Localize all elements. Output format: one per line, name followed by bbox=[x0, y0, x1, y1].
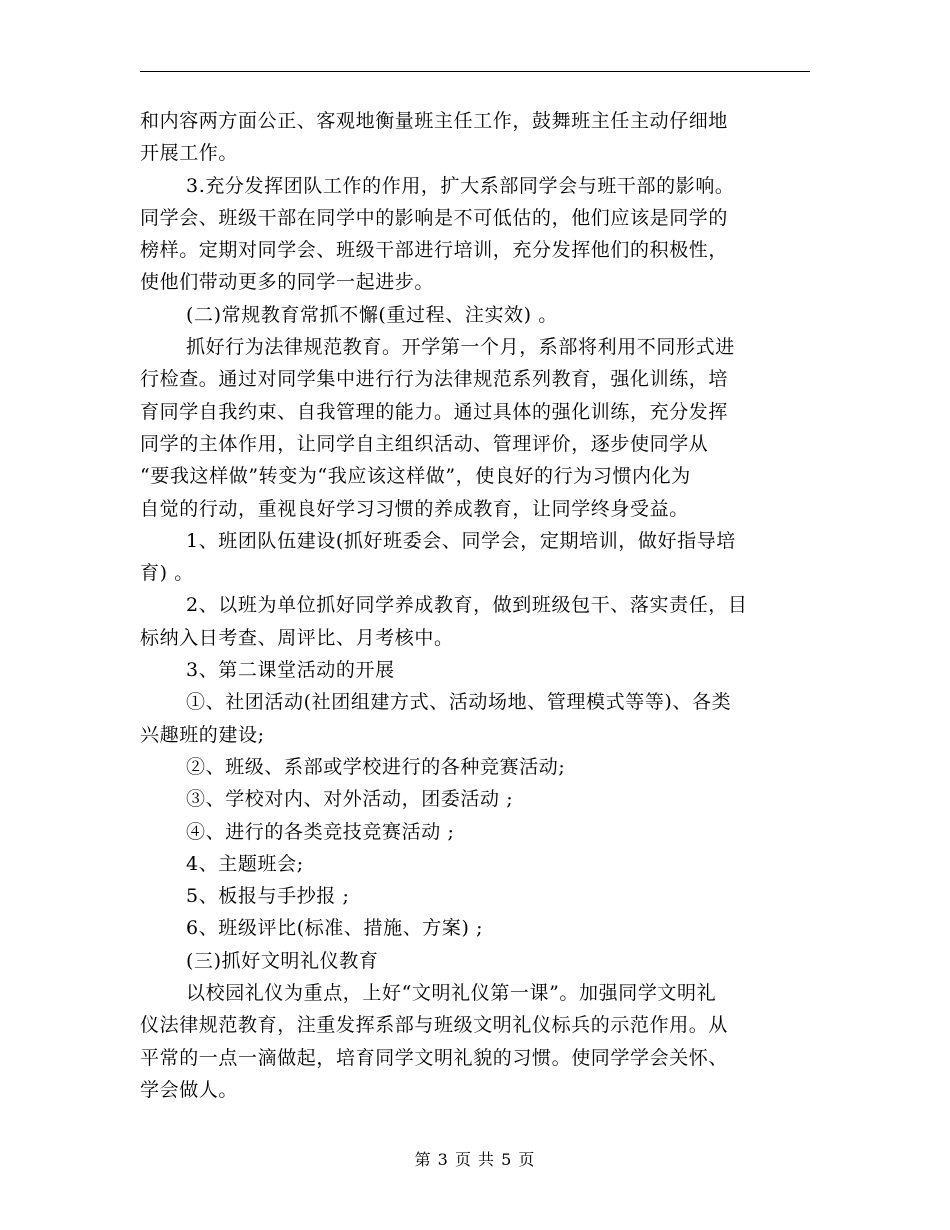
text-line: 开展工作。 bbox=[140, 142, 239, 165]
document-body bbox=[140, 105, 810, 1106]
text-line: 育同学自我约束、自我管理的能力。通过具体的强化训练，充分发挥 bbox=[140, 400, 729, 423]
text-line: 标纳入日考查、周评比、月考核中。 bbox=[140, 626, 454, 649]
text-line: 2、以班为单位抓好同学养成教育，做到班级包干、落实责任，目 bbox=[186, 594, 748, 617]
text-line: ③、学校对内、对外活动，团委活动 ; bbox=[186, 788, 514, 811]
text-line: 3、第二课堂活动的开展 bbox=[186, 659, 395, 682]
text-line: 自觉的行动，重视良好学习习惯的养成教育，让同学终身受益。 bbox=[140, 497, 689, 520]
text-line: 仪法律规范教育，注重发挥系部与班级文明礼仪标兵的示范作用。从 bbox=[140, 1014, 729, 1037]
header-rule bbox=[140, 71, 810, 72]
text-line: 6、班级评比(标准、措施、方案) ; bbox=[186, 917, 484, 940]
text-line: (三)抓好文明礼仪教育 bbox=[186, 949, 379, 972]
text-line: ②、班级、系部或学校进行的各种竞赛活动; bbox=[186, 755, 566, 778]
text-line: (二)常规教育常抓不懈(重过程、注实效) 。 bbox=[186, 303, 558, 326]
text-line: 1、班团队伍建设(抓好班委会、同学会，定期培训，做好指导培 bbox=[186, 529, 736, 552]
text-line: ④、进行的各类竞技竞赛活动 ; bbox=[186, 820, 455, 843]
text-line: 和内容两方面公正、客观地衡量班主任工作，鼓舞班主任主动仔细地 bbox=[140, 110, 729, 132]
text-line: 4、主题班会; bbox=[186, 852, 304, 875]
text-line: 平常的一点一滴做起，培育同学文明礼貌的习惯。使同学学会关怀、 bbox=[140, 1046, 729, 1069]
text-line: ①、社团活动(社团组建方式、活动场地、管理模式等等)、各类 bbox=[186, 691, 732, 714]
text-line: 学会做人。 bbox=[140, 1078, 239, 1101]
text-line: 同学会、班级干部在同学中的影响是不可低估的，他们应该是同学的 bbox=[140, 206, 729, 229]
text-line: 3.充分发挥团队工作的作用，扩大系部同学会与班干部的影响。 bbox=[186, 174, 735, 197]
text-line: 同学的主体作用，让同学自主组织活动、管理评价，逐步使同学从 bbox=[140, 432, 709, 455]
text-line: 以校园礼仪为重点，上好“文明礼仪第一课”。加强同学文明礼 bbox=[186, 982, 717, 1005]
text-line: 抓好行为法律规范教育。开学第一个月，系部将利用不同形式进 bbox=[186, 336, 735, 359]
text-line: 使他们带动更多的同学一起进步。 bbox=[140, 271, 435, 294]
text-line: 兴趣班的建设; bbox=[140, 723, 265, 746]
text-line: 5、板报与手抄报 ; bbox=[186, 885, 350, 908]
text-line: 榜样。定期对同学会、班级干部进行培训，充分发挥他们的积极性， bbox=[140, 239, 729, 262]
text-line: “要我这样做”转变为“我应该这样做”，使良好的行为习惯内化为 bbox=[140, 465, 691, 488]
text-line: 育) 。 bbox=[140, 562, 194, 585]
text-line: 行检查。通过对同学集中进行行为法律规范系列教育，强化训练，培 bbox=[140, 368, 729, 391]
page-footer: 第 3 页 共 5 页 bbox=[414, 1150, 536, 1169]
